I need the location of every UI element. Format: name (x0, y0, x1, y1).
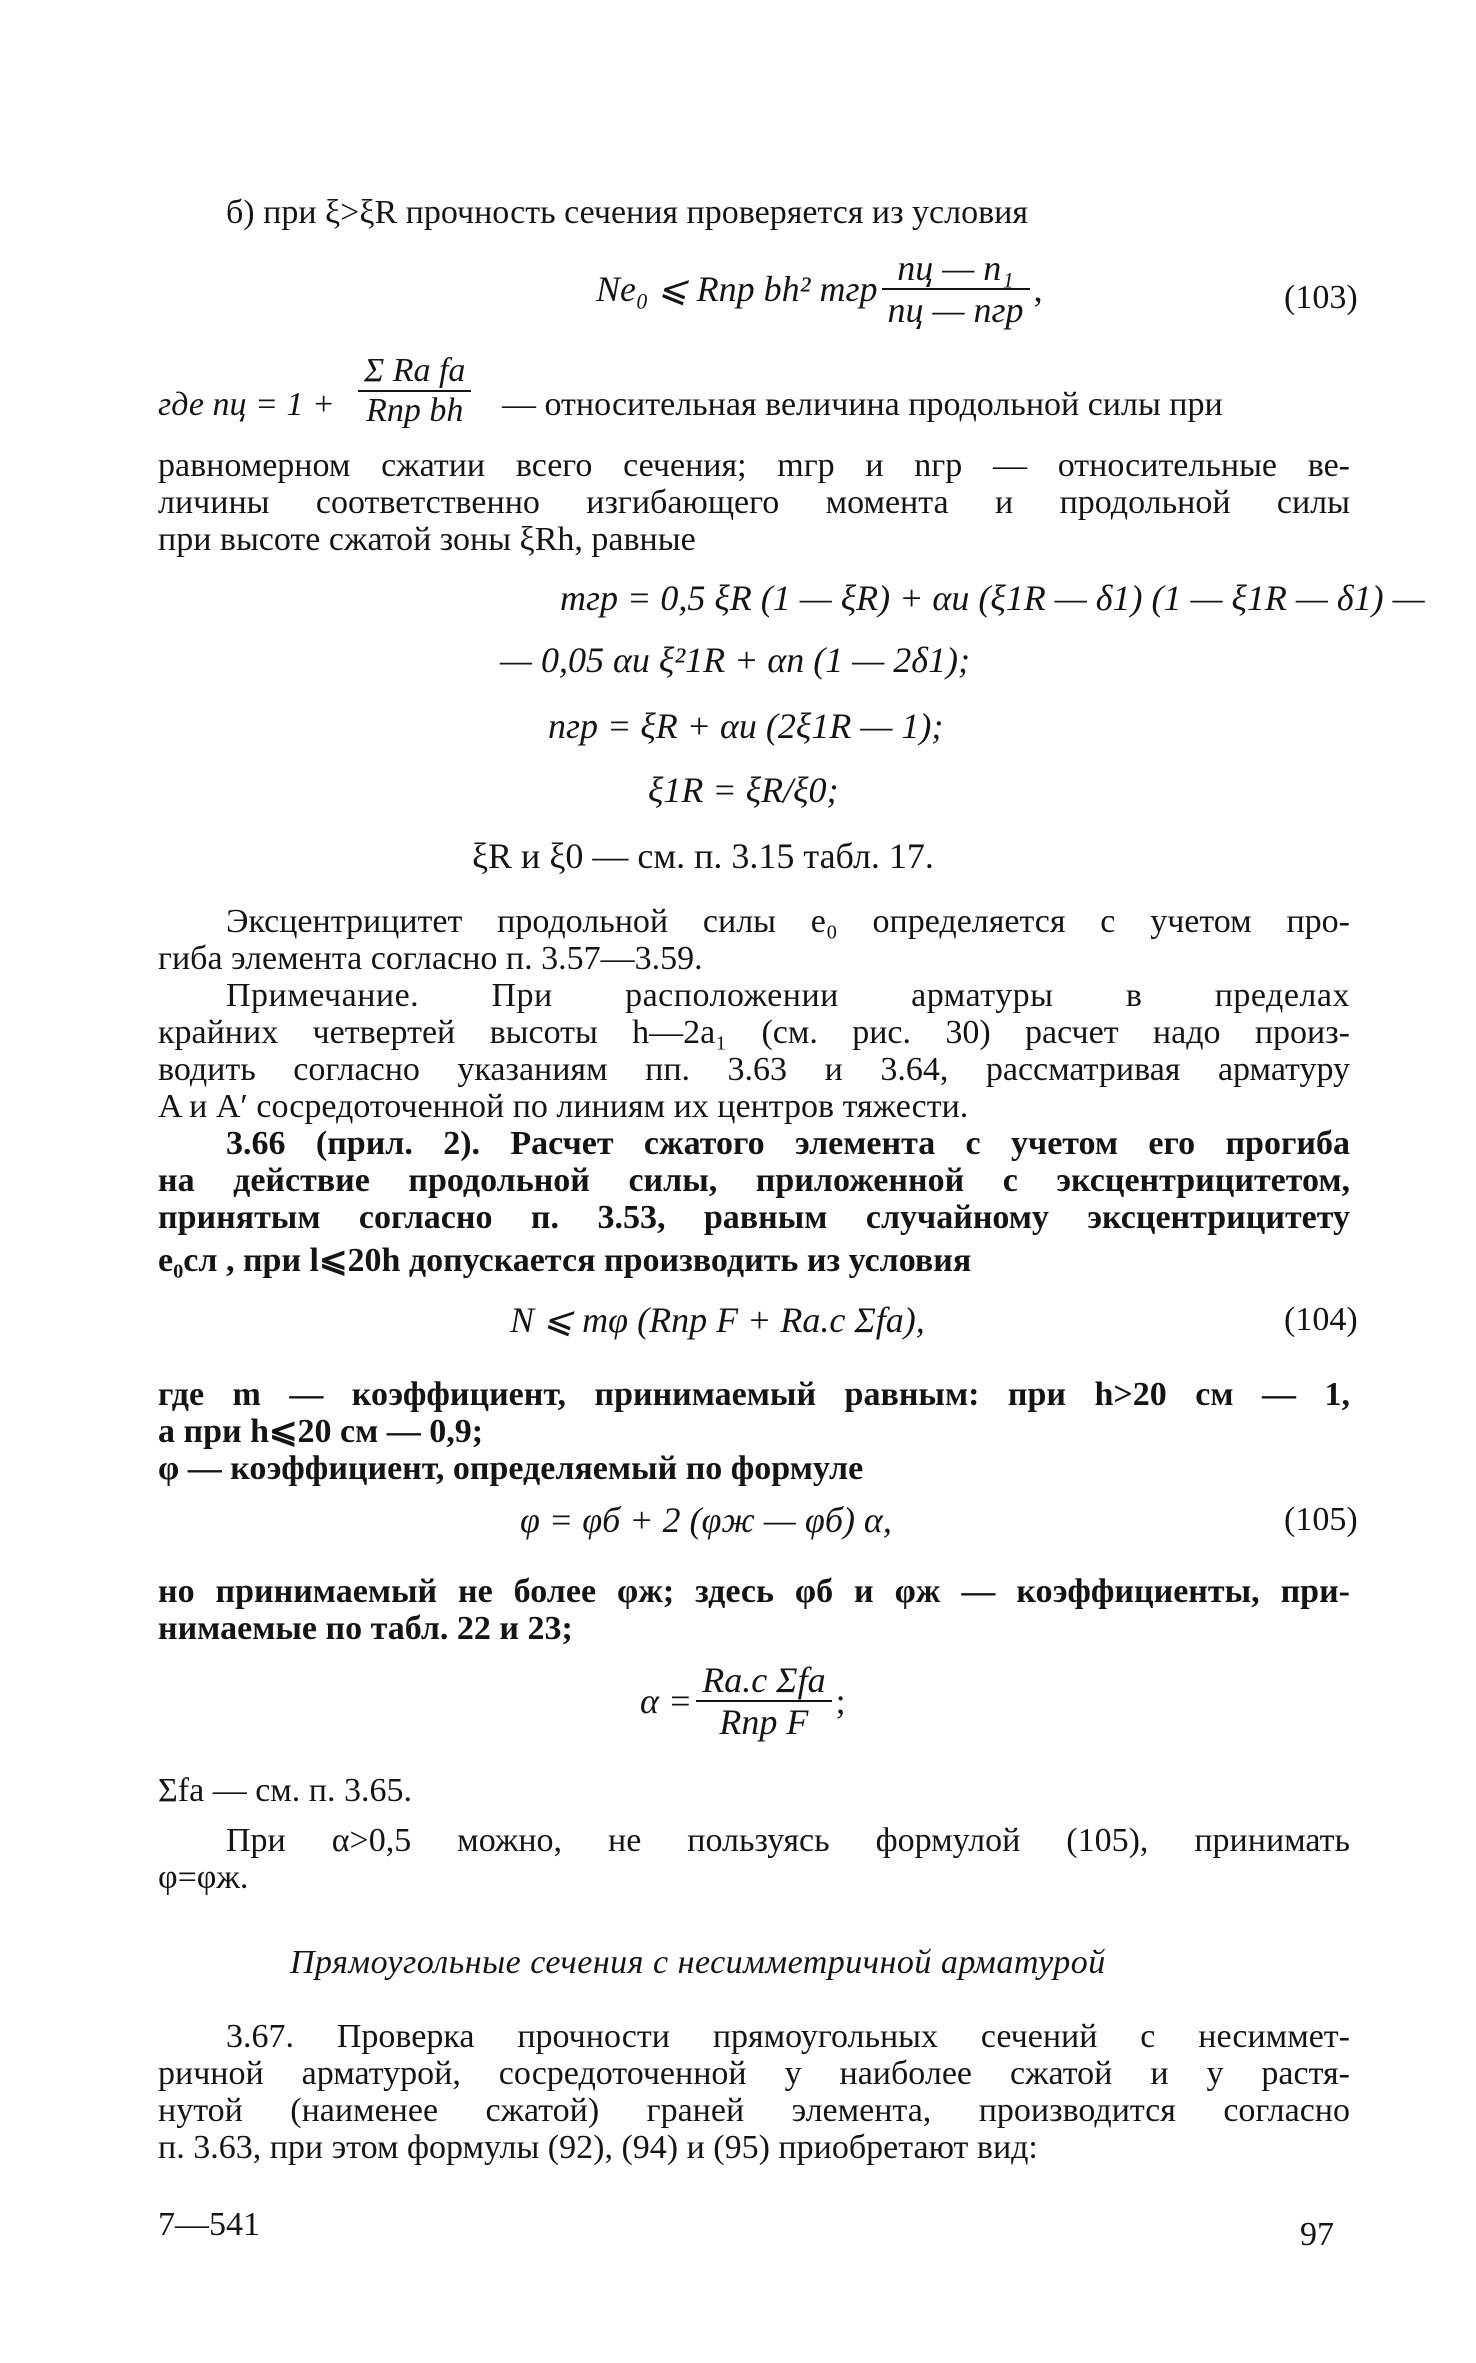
footer-signature: 7—541 (158, 2206, 260, 2243)
formula-103 (596, 248, 1043, 348)
where-line-lhs: где nц = 1 + (158, 386, 335, 423)
note-line: A и A′ сосредоточенной по линиям их центров тяжести. (158, 1088, 969, 1125)
text-line: на действие продольной силы, приложенной с эксцентрицитетом, (158, 1162, 1350, 1199)
formula-103-fraction (882, 248, 1030, 330)
text-line: личины соответственно изгибающего момента и продольной силы (158, 484, 1350, 521)
formula-103-lhs: Ne₀ ⩽ Rпр bh² mгр (596, 269, 878, 309)
text-line: Эксцентрицитет продольной силы e₀ определяется с учетом про- (226, 903, 1350, 940)
formula-n-gr: nгр = ξR + αи (2ξ1R — 1); (548, 706, 944, 746)
where-line (158, 352, 1350, 452)
formula-m-gr-cont: — 0,05 αи ξ²1R + αп (1 — 2δ1); (500, 640, 971, 680)
text-line: где m — коэффициент, принимаемый равным: при h>20 см — 1, (158, 1376, 1350, 1413)
text-line: нутой (наименее сжатой) граней элемента, производится согласно (158, 2092, 1350, 2129)
section-heading: Прямоугольные сечения с несимметричной арматурой (290, 1944, 1106, 1981)
text-line: нимаемые по табл. 22 и 23; (158, 1610, 573, 1647)
text-line: e₀сл , при l⩽20h допускается производить из условия (158, 1242, 972, 1279)
formula-104: N ⩽ mφ (Rпр F + Rа.с Σfа), (510, 1300, 925, 1340)
text-line: равномерном сжатии всего сечения; mгр и nгр — относительные ве- (158, 447, 1350, 484)
text-line: при высоте сжатой зоны ξRh, равные (158, 521, 696, 558)
text-line: а при h⩽20 см — 0,9; (158, 1413, 484, 1450)
text-line: При α>0,5 можно, не пользуясь формулой (105), принимать (226, 1822, 1350, 1859)
formula-103-numerator: nц — n₁ (882, 248, 1030, 290)
formula-alpha-fraction (696, 1660, 831, 1742)
equation-number: (103) (1284, 279, 1358, 316)
text-line: принятым согласно п. 3.53, равным случайному эксцентрицитету (158, 1199, 1350, 1236)
text-line: φ — коэффициент, определяемый по формуле (158, 1450, 864, 1487)
note-line: водить согласно указаниям пп. 3.63 и 3.64, рассматривая арматуру (158, 1051, 1350, 1088)
equation-number: (105) (1284, 1501, 1358, 1538)
where-fraction-numerator: Σ Rа fа (358, 352, 471, 392)
text-line: ричной арматурой, сосредоточенной у наиболее сжатой и у растя- (158, 2055, 1350, 2092)
text-line: б) при ξ>ξR прочность сечения проверяется из условия (226, 194, 1029, 231)
text-line: Σfа — см. п. 3.65. (158, 1772, 413, 1809)
text-line: п. 3.63, при этом формулы (92), (94) и (95) приобретают вид: (158, 2129, 1038, 2166)
note-line: Примечание. При расположении арматуры в пределах (226, 977, 1350, 1014)
text-line: 3.66 (прил. 2). Расчет сжатого элемента с учетом его прогиба (226, 1125, 1350, 1162)
where-fraction-denominator: Rпр bh (366, 392, 464, 429)
text-line: 3.67. Проверка прочности прямоугольных сечений с несиммет- (226, 2018, 1350, 2055)
formula-xi-1r: ξ1R = ξR/ξ0; (648, 770, 839, 810)
where-fraction (358, 352, 471, 430)
formula-m-gr: mгр = 0,5 ξR (1 — ξR) + αи (ξ1R — δ1) (1 — ξ1R — δ1) — (560, 578, 1425, 618)
text-line: гиба элемента согласно п. 3.57—3.59. (158, 940, 703, 977)
page-number: 97 (1300, 2216, 1334, 2253)
formula-103-comma: , (1033, 269, 1043, 309)
formula-alpha-denominator: Rпр F (719, 1702, 809, 1742)
formula-105: φ = φб + 2 (φж — φб) α, (520, 1500, 892, 1540)
formula-alpha-lhs: α = (640, 1681, 693, 1721)
text-line: φ=φж. (158, 1859, 249, 1896)
where-line-rest: — относительная величина продольной силы при (502, 386, 1223, 423)
formula-reference: ξR и ξ0 — см. п. 3.15 табл. 17. (472, 836, 934, 876)
note-line: крайних четвертей высоты h—2a₁ (см. рис. 30) расчет надо произ- (158, 1014, 1350, 1051)
formula-alpha-semicolon: ; (835, 1681, 846, 1721)
text-line: но принимаемый не более φж; здесь φб и φж — коэффициенты, при- (158, 1573, 1350, 1610)
equation-number: (104) (1284, 1301, 1358, 1338)
formula-103-denominator: nц — nгр (887, 290, 1024, 330)
formula-alpha-numerator: Rа.с Σfа (696, 1660, 831, 1702)
formula-alpha (640, 1660, 846, 1770)
